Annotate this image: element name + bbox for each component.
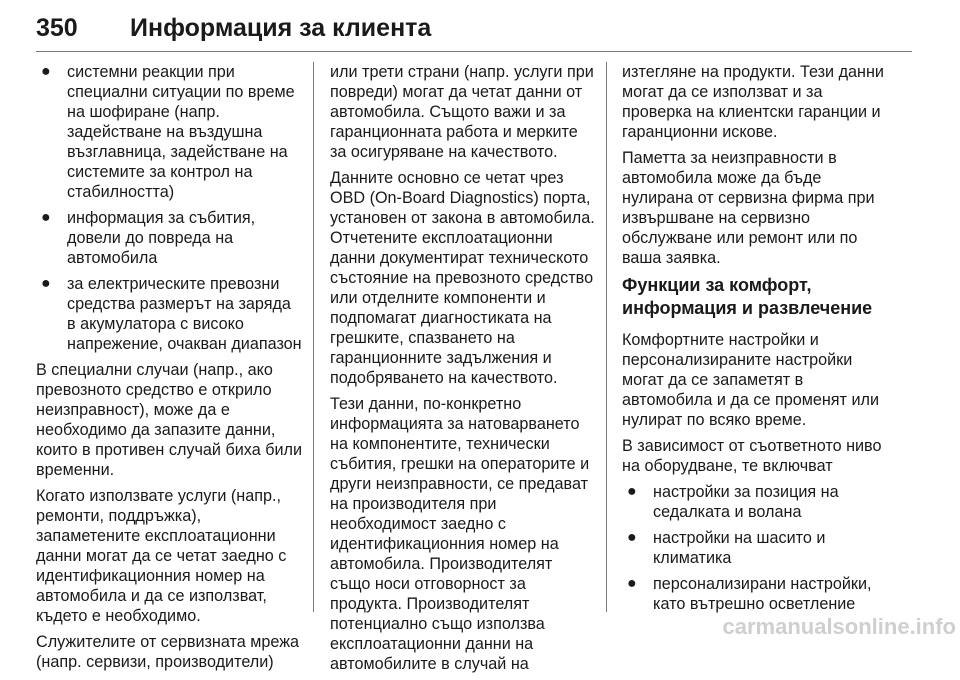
paragraph: Тези данни, по-конкретно информацията за натоварването на компонентите, технически събития, грешки на операторите и други неизправности, се предават на производителя при необходимост заедно с идентификационния номер на автомобила. Производителят също носи отговорност за продукта. Производителят потенциално също използва експлоатационни данни на автомобилите в случай на	[330, 395, 590, 673]
page-header	[36, 14, 912, 54]
paragraph: В специални случаи (напр., ако превозното средство е открило неизправност), може да е необходимо да запазите данни, които в противен случай биха били временни.	[36, 361, 303, 479]
list-item: ● системни реакции при специални ситуации по време на шофиране (напр. задействане на въздушна възглавница, задействане на системите за контрол на стабилността)	[41, 63, 295, 201]
page-title: Информация за клиента	[130, 14, 432, 42]
paragraph: Комфортните настройки и персонализираните настройки могат да се запаметят в автомобила и да се променят или нулират по всяко време.	[622, 331, 879, 429]
bullet-icon: ●	[41, 275, 51, 292]
paragraph: или трети страни (напр. услуги при повреди) могат да четат данни от автомобила. Същото важи и за гаранционната работа и мерките за осигуряване на качеството.	[330, 63, 594, 161]
header-rule	[36, 51, 912, 52]
column-divider	[313, 62, 314, 612]
bullet-icon: ●	[41, 63, 51, 80]
bullet-icon: ●	[627, 529, 637, 546]
column-1	[36, 62, 302, 678]
column-2	[330, 62, 595, 680]
list-item: ● информация за събития, довели до повреда на автомобила	[41, 209, 256, 267]
bullet-icon: ●	[41, 209, 51, 226]
paragraph: Данните основно се четат чрез OBD (On-Board Diagnostics) порта, установен от закона в автомобила. Отчетените експлоатационни данни документират техническото състояние на превозното средство или отделните компоненти и подпомагат диагностиката на грешките, спазването на гаранционните задължения и подобряването на качеството.	[330, 169, 595, 387]
paragraph: изтегляне на продукти. Тези данни могат да се използват и за проверка на клиентски гаранции и гаранционни искове.	[622, 63, 884, 141]
column-3	[622, 62, 894, 620]
list-item: ● настройки за позиция на седалката и волана	[627, 483, 839, 521]
bullet-list	[622, 482, 894, 614]
list-item: ● настройки на шасито и климатика	[627, 529, 826, 567]
paragraph: Паметта за неизправности в автомобила може да бъде нулирана от сервизна фирма при извършване на сервизно обслужване или ремонт или по ваша заявка.	[622, 149, 875, 267]
paragraph: Служителите от сервизната мрежа (напр. сервизи, производители)	[36, 633, 300, 671]
list-item: ● персонализирани настройки, като вътрешно осветление	[627, 575, 872, 613]
page-number: 350	[36, 14, 78, 42]
bullet-list	[36, 62, 302, 354]
list-item: ● за електрическите превозни средства размерът на заряда в акумулатора с високо напрежение, очакван диапазон	[41, 275, 302, 353]
section-heading: Функции за комфорт, информация и развлечение	[622, 275, 873, 318]
paragraph: В зависимост от съответното ниво на оборудване, те включват	[622, 437, 882, 475]
column-divider	[606, 62, 607, 612]
paragraph: Когато използвате услуги (напр., ремонти, поддръжка), запаметените експлоатационни данни могат да се четат заедно с идентификационния номер на автомобила и да се използват, където е необходимо.	[36, 487, 287, 625]
watermark: carmanualsonline.info	[722, 614, 956, 639]
bullet-icon: ●	[627, 483, 637, 500]
bullet-icon: ●	[627, 575, 637, 592]
